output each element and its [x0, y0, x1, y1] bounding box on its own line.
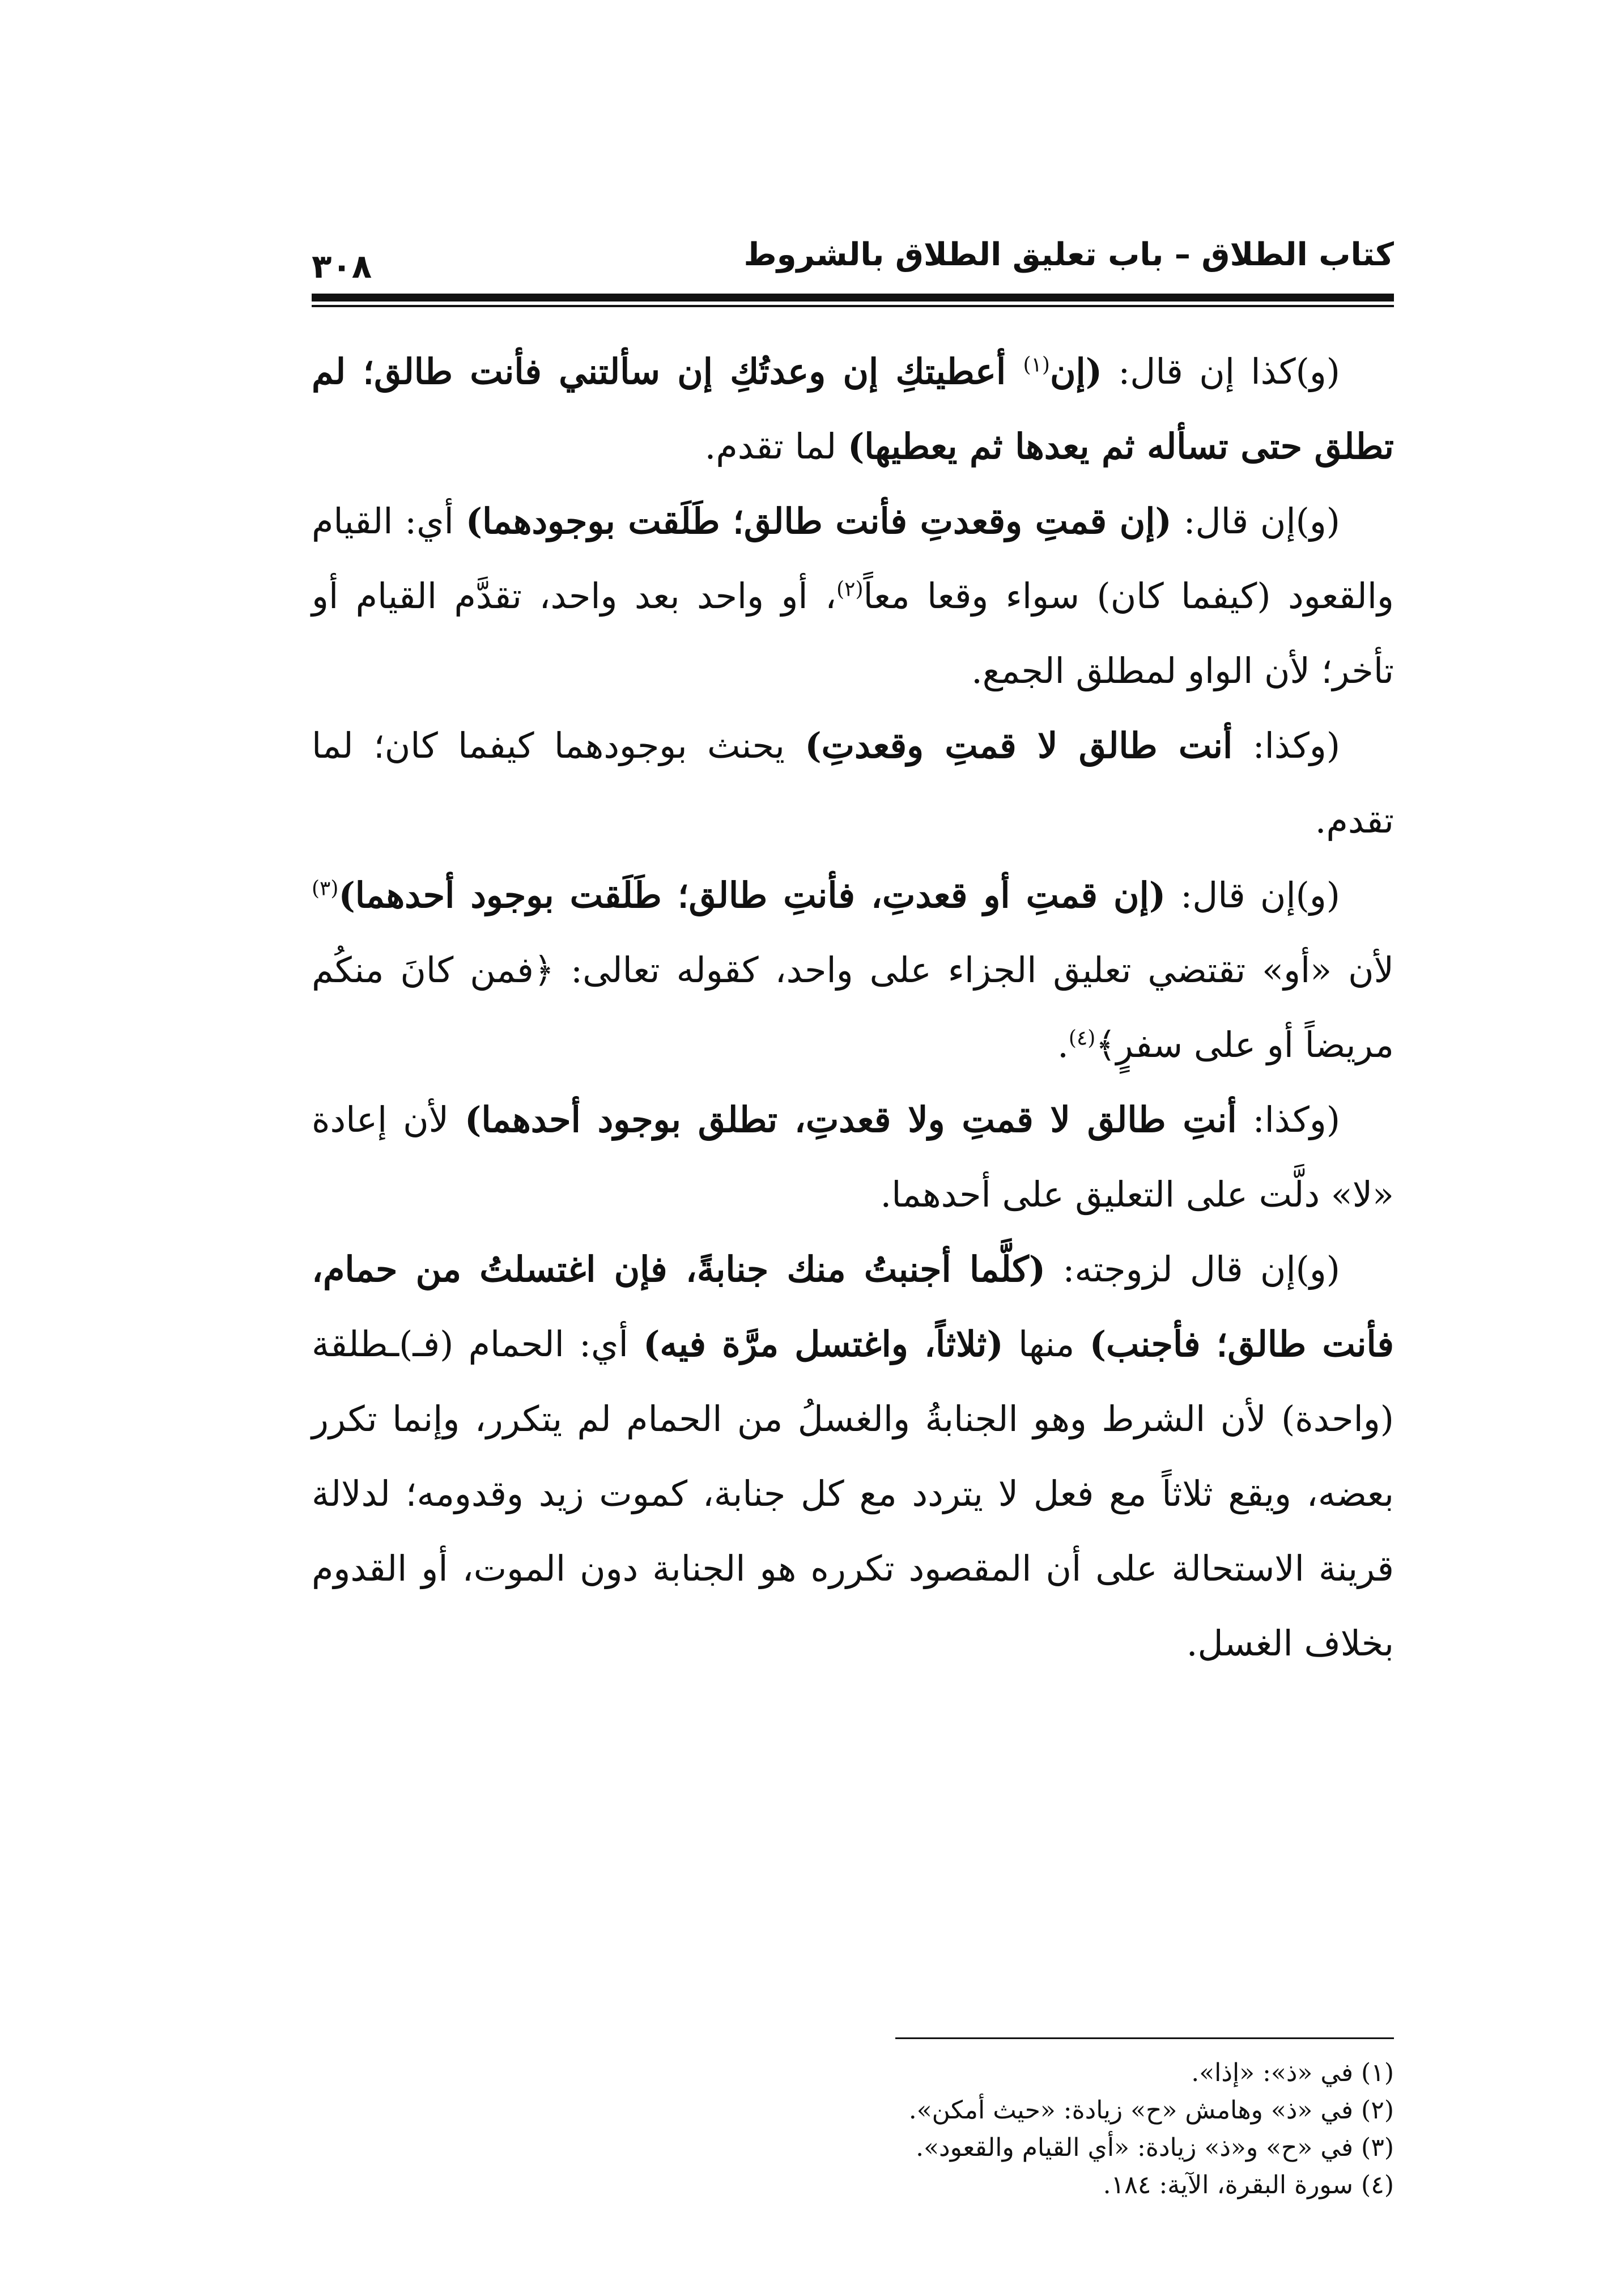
paragraph-3	[312, 708, 1394, 858]
footnote-ref: (٢)	[836, 578, 864, 601]
paragraph-text: (و)إن قال:	[1166, 874, 1340, 916]
paragraph-4	[312, 858, 1394, 1082]
paragraph-text: (وكذا:	[1236, 1099, 1341, 1140]
footnote-4: (٤) سورة البقرة، الآية: ١٨٤.	[1103, 2171, 1394, 2199]
paragraph-text: لأن «أو» تقتضي تعليق الجزاء على واحد، كقوله تعالى: ﴿فمن كانَ منكُم مريضاً أو على سفرٍ﴾	[312, 949, 1394, 1065]
page-number: ٣٠٨	[312, 247, 372, 286]
paragraph-5	[312, 1082, 1394, 1232]
paragraph-text: لأن إعادة «لا» دلَّت على التعليق على أحدهما.	[312, 1099, 1394, 1215]
matn-text: (ثلاثاً، واغتسل مرَّة فيه)	[643, 1323, 1004, 1365]
paragraph-text: يحنث بوجودهما كيفما كان؛ لما تقدم.	[312, 725, 1394, 841]
header-rule-thin	[312, 305, 1394, 307]
paragraph-1	[312, 334, 1394, 484]
footnote-1: (١) في «ذ»: «إذا».	[1191, 2058, 1394, 2087]
footnote-ref: (١)	[1023, 353, 1050, 377]
paragraph-2	[312, 484, 1394, 708]
paragraph-text: لما تقدم.	[704, 426, 848, 467]
footnote-2: (٢) في «ذ» وهامش «ح» زيادة: «حيث أمكن».	[908, 2096, 1394, 2125]
matn-text: (إن	[1049, 351, 1103, 392]
matn-text: أنتِ طالق لا قمتِ ولا قعدتِ، تطلق بوجود أحدهما)	[465, 1099, 1237, 1140]
page-header	[312, 227, 1394, 289]
footnote-ref: (٤)	[1068, 1026, 1096, 1050]
paragraph-text: (و)كذا إن قال:	[1102, 351, 1340, 392]
paragraph-text: أي: الحمام (فـ)ـطلقة (واحدة) لأن الشرط وهو الجنابةُ والغسلُ من الحمام لم يتكرر، وإنما تكرر بعضه، ويقع ثلاثاً مع فعل لا يتردد مع كل جنابة، كموت زيد وقدومه؛ لدلالة قرينة الاستحالة على أن المقصود تكرره هو الجنابة دون الموت، أو القدوم بخلاف الغسل.	[312, 1323, 1394, 1664]
matn-text: أعطيتكِ إن وعدتُكِ إن سألتني فأنت طالق؛ لم تطلق حتى تسأله ثم يعدها ثم يعطيها)	[312, 351, 1394, 467]
footnotes	[487, 2054, 1394, 2204]
matn-text: (كلَّما أجنبتُ منك جنابةً، فإن اغتسلتُ من حمام، فأنت طالق؛ فأجنب)	[312, 1249, 1394, 1365]
main-text	[312, 334, 1394, 1681]
paragraph-6	[312, 1232, 1394, 1681]
footnote-3: (٣) في «ح» و«ذ» زيادة: «أي القيام والقعود».	[916, 2133, 1394, 2162]
matn-text: أنت طالق لا قمتِ وقعدتِ)	[805, 725, 1233, 766]
paragraph-text: ، أو واحد بعد واحد، تقدَّم القيام أو تأخر؛ لأن الواو لمطلق الجمع.	[312, 575, 1394, 691]
paragraph-text: (وكذا:	[1232, 725, 1341, 766]
footnote-separator	[895, 2037, 1394, 2039]
paragraph-text: (و)إن قال:	[1171, 500, 1340, 542]
running-title: كتاب الطلاق – باب تعليق الطلاق بالشروط	[743, 236, 1394, 273]
paragraph-text: منها	[1003, 1323, 1090, 1365]
footnote-ref: (٣)	[312, 877, 339, 901]
paragraph-text: (و)إن قال لزوجته:	[1045, 1249, 1340, 1290]
paragraph-text: أي: القيام والقعود (كيفما كان) سواء وقعا معاً	[312, 500, 1394, 617]
matn-text: (إن قمتِ وقعدتِ فأنت طالق؛ طَلَقت بوجودهما)	[465, 500, 1172, 542]
matn-text: (إن قمتِ أو قعدتِ، فأنتِ طالق؛ طَلَقت بوجود أحدهما)	[338, 874, 1166, 916]
header-rule-thick	[312, 294, 1394, 302]
book-page	[312, 227, 1394, 2199]
paragraph-text: .	[1057, 1024, 1069, 1065]
